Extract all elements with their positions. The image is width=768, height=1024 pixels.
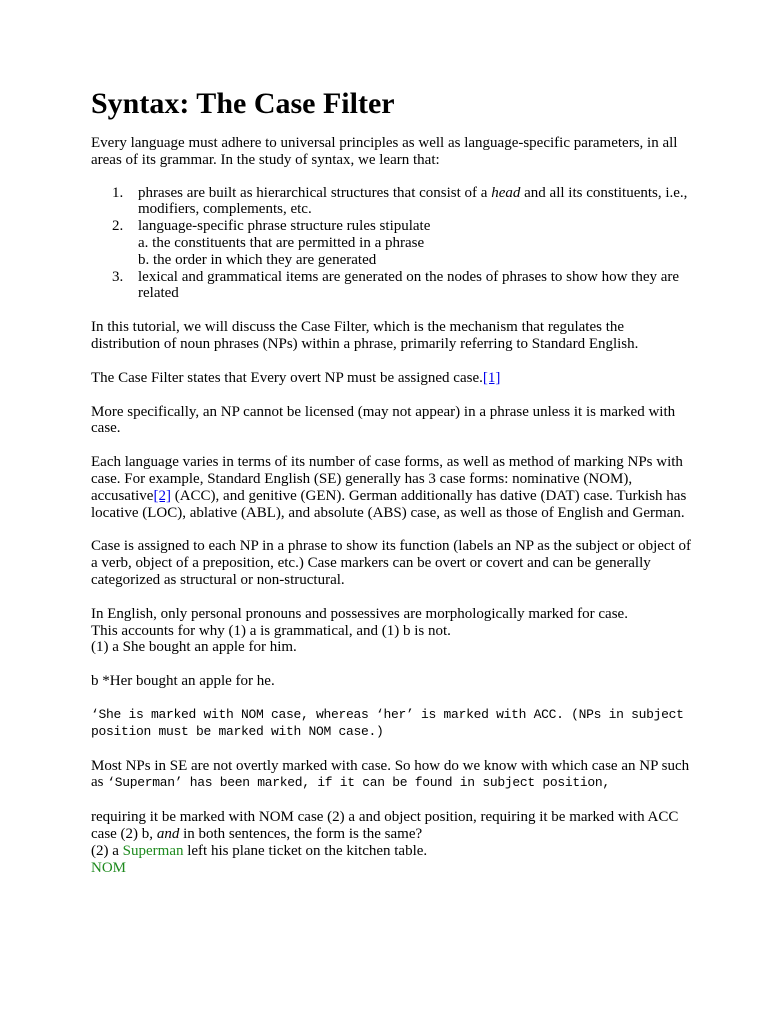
english-paragraph — [91, 606, 691, 656]
list-text: lexical and grammatical items are generated on the nodes of phrases to show how they are related — [138, 268, 680, 302]
list-number: 1. — [112, 184, 124, 201]
list-text: and all its constituents, i.e., modifiers, complements, etc. — [138, 184, 688, 218]
footnote-link-1[interactable]: [1] — [482, 369, 501, 386]
example-2a — [91, 843, 427, 859]
paragraph-text-mono: ‘Superman’ has been marked, if it can be found in subject position, — [107, 775, 610, 791]
example-1a: (1) a She bought an apple for him. — [91, 639, 297, 656]
list-number: 3. — [112, 268, 124, 285]
case-forms-paragraph — [91, 454, 691, 521]
marked-paragraph: ‘She is marked with NOM case, whereas ‘her’ is marked with ACC. (NPs in subject position must be marked with NOM case.) — [91, 706, 684, 739]
paragraph-line: This accounts for why (1) a is grammatical, and (1) b is not. — [91, 622, 451, 639]
paragraph-text: The Case Filter states that Every overt NP must be assigned case. — [91, 369, 483, 386]
tutorial-paragraph: In this tutorial, we will discuss the Case Filter, which is the mechanism that regulates the distribution of noun phrases (NPs) within a phrase, primarily referring to Standard English. — [91, 319, 639, 352]
principles-list — [91, 185, 691, 303]
paragraph-text: requiring it be marked with NOM case (2) a and object position, requiring it be marked with ACC case (2) b, — [91, 809, 679, 842]
sub-item: b. the order in which they are generated — [138, 251, 377, 268]
paragraph-text: in both sentences, the form is the same? — [179, 825, 423, 842]
list-item — [91, 269, 691, 303]
list-item — [91, 218, 691, 268]
example-text: left his plane ticket on the kitchen table. — [183, 842, 428, 859]
emphasis-text: and — [156, 825, 180, 842]
requiring-paragraph — [91, 809, 691, 876]
document-body — [91, 84, 691, 876]
nom-label: NOM — [91, 859, 127, 876]
paragraph-text: (ACC), and genitive (GEN). German additionally has dative (DAT) case. Turkish has locative (LOC), ablative (ABL), and absolute (ABS) case, as well as those of English and German. — [91, 487, 687, 521]
page-title: Syntax: The Case Filter — [91, 87, 395, 120]
list-text: phrases are built as hierarchical structures that consist of a — [138, 184, 492, 201]
example-text: (2) a — [91, 842, 123, 859]
list-number: 2. — [112, 218, 124, 235]
specific-paragraph: More specifically, an NP cannot be licensed (may not appear) in a phrase unless it is marked with case. — [91, 403, 676, 437]
footnote-link-2[interactable]: [2] — [153, 487, 171, 504]
list-item — [91, 185, 691, 219]
intro-paragraph: Every language must adhere to universal principles as well as language-specific parameters, in all areas of its grammar. In the study of syntax, we learn that: — [91, 135, 678, 168]
paragraph-text: Most NPs in SE are not overtly marked with case. So how do we know with which case an NP such as — [91, 757, 690, 791]
paragraph-text: Each language varies in terms of its number of case forms, as well as method of marking NPs with case. For example, Standard English (SE) generally has 3 case forms: nominative (NOM), accusative — [91, 454, 683, 504]
list-emphasis: head — [491, 184, 521, 201]
paragraph-line: In English, only personal pronouns and possessives are morphologically marked for case. — [91, 605, 628, 622]
highlighted-np: Superman — [122, 842, 184, 859]
list-text: language-specific phrase structure rules stipulate — [138, 218, 431, 235]
example-1b: b *Her bought an apple for he. — [91, 673, 275, 690]
sub-item: a. the constituents that are permitted in a phrase — [138, 234, 425, 251]
most-nps-paragraph — [91, 758, 691, 793]
case-filter-paragraph — [91, 370, 691, 387]
case-assigned-paragraph: Case is assigned to each NP in a phrase to show its function (labels an NP as the subject or object of a verb, object of a preposition, etc.) Case markers can be overt or covert and can be generally categorized as structural or non-structural. — [91, 538, 692, 588]
